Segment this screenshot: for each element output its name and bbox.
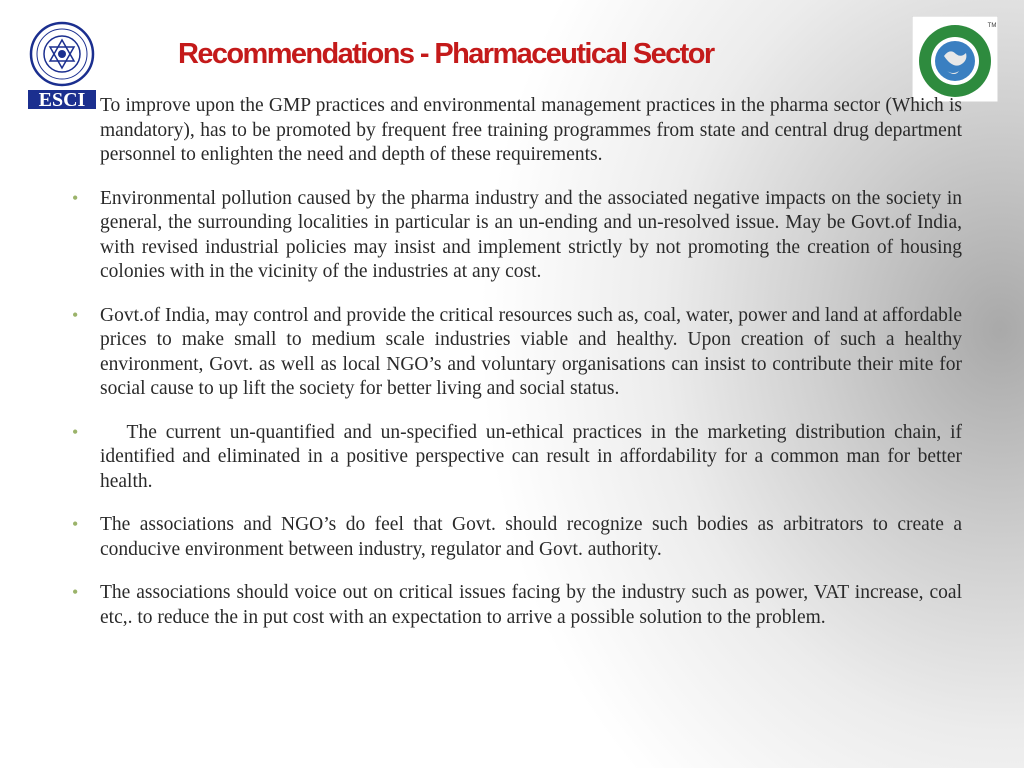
list-item-text: Govt.of India, may control and provide the critical resources such as, coal, water, power and land at affordable prices to make small to medium scale industries viable and healthy. Upon creation of such a healthy environment, Govt. as well as local NGO’s and voluntary organisations can insist to contribute their mite for social cause to up lift the society for better living and social status. [100, 304, 962, 399]
trademark-mark: TM [987, 23, 997, 29]
climate-change-globe-icon [912, 16, 998, 102]
esci-logo-text: ESCI [38, 89, 86, 110]
list-item-text: Environmental pollution caused by the pharma industry and the associated negative impacts on the society in general, the surrounding localities in particular is an un-ending and un-resolved issue. May be Govt.of India, with revised industrial policies may insist and implement strictly by not promoting the creation of housing colonies with in the vicinity of the industries at any cost. [100, 187, 962, 282]
bullet-dot-icon: • [72, 187, 79, 208]
recommendation-list [72, 94, 962, 649]
list-item [72, 581, 962, 630]
bullet-dot-icon: • [72, 421, 79, 442]
list-item-text: The current un-quantified and un-specified un-ethical practices in the marketing distribution chain, if identified and eliminated in a positive perspective can result in affordability for a common man for better health. [100, 421, 962, 492]
climate-change-logo [912, 16, 998, 102]
list-item [72, 94, 962, 168]
list-item-text: To improve upon the GMP practices and environmental management practices in the pharma sector (Which is mandatory), has to be promoted by frequent free training programmes from state and central drug department personnel to enlighten the need and depth of these requirements. [100, 95, 962, 165]
bullet-dot-icon: • [72, 514, 79, 534]
bullet-dot-icon: • [72, 582, 79, 602]
list-item [72, 513, 962, 562]
list-item [72, 304, 962, 402]
bullet-dot-icon: • [72, 304, 79, 325]
slide-title: Recommendations - Pharmaceutical Sector [178, 38, 714, 70]
list-item-text: The associations should voice out on critical issues facing by the industry such as power, VAT increase, coal etc,. to reduce the in put cost with an expectation to arrive a possible solution to the problem. [100, 582, 962, 628]
list-item [72, 187, 962, 285]
list-item-text: The associations and NGO’s do feel that Govt. should recognize such bodies as arbitrators to create a conducive environment between industry, regulator and Govt. authority. [100, 514, 962, 560]
list-item [72, 421, 962, 495]
